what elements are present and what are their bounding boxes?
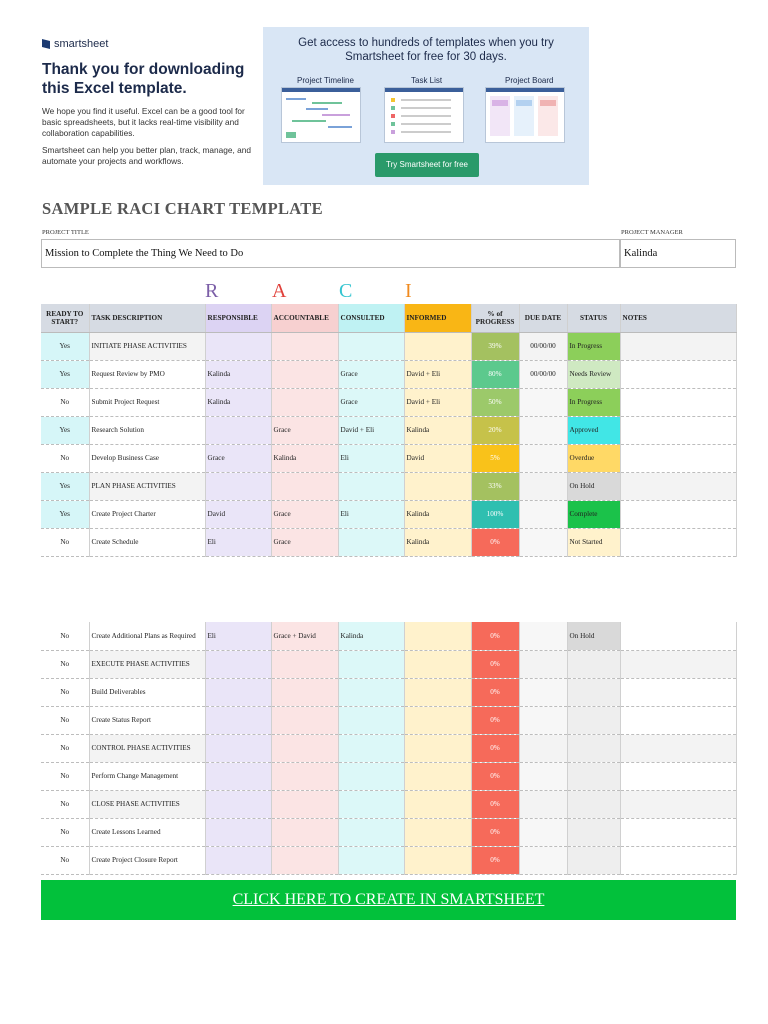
project-board-thumbnail — [485, 87, 565, 143]
cell-due-date[interactable] — [519, 472, 567, 500]
raci-letter-i: I — [405, 280, 412, 302]
cell-progress[interactable]: 0% — [471, 846, 519, 874]
cell-accountable[interactable] — [271, 818, 338, 846]
thumb-label-project-timeline: Project Timeline — [297, 76, 354, 85]
cell-progress[interactable]: 50% — [471, 388, 519, 416]
cell-task[interactable]: Create Status Report — [89, 706, 205, 734]
cell-ready[interactable]: No — [41, 444, 89, 472]
cell-task[interactable]: PLAN PHASE ACTIVITIES — [89, 472, 205, 500]
table-row — [41, 622, 736, 650]
cell-consulted[interactable] — [338, 706, 404, 734]
table-row — [41, 360, 736, 388]
cell-progress[interactable]: 0% — [471, 650, 519, 678]
table-row — [41, 388, 736, 416]
col-header-responsible: RESPONSIBLE — [205, 304, 271, 332]
cell-consulted[interactable]: Eli — [338, 500, 404, 528]
cell-responsible[interactable]: Eli — [205, 528, 271, 556]
cell-responsible[interactable]: Grace — [205, 444, 271, 472]
try-smartsheet-button[interactable]: Try Smartsheet for free — [375, 153, 479, 177]
cell-informed[interactable] — [404, 762, 471, 790]
project-manager-label: PROJECT MANAGER — [621, 229, 683, 236]
cell-notes[interactable] — [620, 678, 736, 706]
cell-consulted[interactable] — [338, 650, 404, 678]
project-title-label: PROJECT TITLE — [42, 229, 89, 236]
cell-consulted[interactable] — [338, 734, 404, 762]
intro-paragraph-2: Smartsheet can help you better plan, track, manage, and automate your projects and workflows. — [42, 145, 251, 166]
cell-informed[interactable] — [404, 818, 471, 846]
cell-progress[interactable]: 0% — [471, 790, 519, 818]
thumb-label-task-list: Task List — [411, 76, 443, 85]
intro-paragraph-1: We hope you find it useful. Excel can be a good tool for basic spreadsheets, but it lacks real-time visibility and collaboration capabilities. — [42, 106, 245, 138]
thank-you-line-1: Thank you for downloading — [42, 61, 245, 78]
cell-notes[interactable] — [620, 360, 736, 388]
raci-letter-r: R — [205, 280, 219, 302]
cell-task[interactable]: Create Project Charter — [89, 500, 205, 528]
cell-consulted[interactable] — [338, 332, 404, 360]
cell-notes[interactable] — [620, 734, 736, 762]
cell-accountable[interactable] — [271, 762, 338, 790]
cell-notes[interactable] — [620, 706, 736, 734]
cell-status[interactable] — [567, 734, 620, 762]
cell-progress[interactable]: 0% — [471, 528, 519, 556]
thank-you-line-2: this Excel template. — [42, 80, 187, 97]
cell-progress[interactable]: 0% — [471, 734, 519, 762]
cell-due-date[interactable] — [519, 762, 567, 790]
cell-informed[interactable] — [404, 622, 471, 650]
cell-accountable[interactable] — [271, 706, 338, 734]
table-row — [41, 706, 736, 734]
cell-notes[interactable] — [620, 818, 736, 846]
cell-notes[interactable] — [620, 650, 736, 678]
cell-progress[interactable]: 20% — [471, 416, 519, 444]
table-row — [41, 444, 736, 472]
brand-name: smartsheet — [54, 38, 109, 50]
cell-due-date[interactable]: 00/00/00 — [519, 360, 567, 388]
cell-task[interactable]: Submit Project Request — [89, 388, 205, 416]
project-title-field[interactable]: Mission to Complete the Thing We Need to Do — [41, 239, 620, 268]
cell-status[interactable]: On Hold — [567, 472, 620, 500]
cell-status[interactable]: In Progress — [567, 388, 620, 416]
cell-status[interactable]: In Progress — [567, 332, 620, 360]
cell-informed[interactable] — [404, 790, 471, 818]
cell-status[interactable]: Not Started — [567, 528, 620, 556]
promo-title-line-2: Smartsheet for free for 30 days. — [345, 51, 507, 63]
cell-informed[interactable] — [404, 706, 471, 734]
cell-task[interactable]: Create Schedule — [89, 528, 205, 556]
cell-accountable[interactable]: Grace — [271, 500, 338, 528]
cell-consulted[interactable] — [338, 678, 404, 706]
table-row — [41, 500, 736, 528]
cell-progress[interactable]: 0% — [471, 762, 519, 790]
col-header-status: STATUS — [567, 304, 620, 332]
cell-responsible[interactable]: David — [205, 500, 271, 528]
col-header-due: DUE DATE — [519, 304, 567, 332]
table-row — [41, 472, 736, 500]
cell-informed[interactable] — [404, 472, 471, 500]
thank-you-heading — [42, 60, 257, 98]
cell-due-date[interactable] — [519, 818, 567, 846]
col-header-informed: INFORMED — [404, 304, 471, 332]
cell-consulted[interactable]: Kalinda — [338, 622, 404, 650]
cell-responsible[interactable] — [205, 650, 271, 678]
cell-ready[interactable]: No — [41, 734, 89, 762]
table-row — [41, 678, 736, 706]
cell-status[interactable] — [567, 846, 620, 874]
cell-notes[interactable] — [620, 622, 736, 650]
cell-notes[interactable] — [620, 444, 736, 472]
create-in-smartsheet-link[interactable]: CLICK HERE TO CREATE IN SMARTSHEET — [41, 880, 736, 920]
cell-progress[interactable]: 5% — [471, 444, 519, 472]
cell-responsible[interactable] — [205, 416, 271, 444]
cell-accountable[interactable] — [271, 790, 338, 818]
cell-informed[interactable]: Kalinda — [404, 500, 471, 528]
cell-notes[interactable] — [620, 500, 736, 528]
cell-notes[interactable] — [620, 416, 736, 444]
cell-responsible[interactable] — [205, 790, 271, 818]
cell-responsible[interactable]: Kalinda — [205, 360, 271, 388]
cell-ready[interactable]: No — [41, 622, 89, 650]
col-header-task: TASK DESCRIPTION — [89, 304, 205, 332]
cell-due-date[interactable] — [519, 622, 567, 650]
cell-status[interactable]: Approved — [567, 416, 620, 444]
cell-responsible[interactable] — [205, 332, 271, 360]
cell-status[interactable]: Overdue — [567, 444, 620, 472]
cell-notes[interactable] — [620, 762, 736, 790]
cell-due-date[interactable] — [519, 734, 567, 762]
cell-notes[interactable] — [620, 846, 736, 874]
cell-accountable[interactable] — [271, 360, 338, 388]
cell-consulted[interactable] — [338, 790, 404, 818]
cell-responsible[interactable] — [205, 706, 271, 734]
cell-responsible[interactable] — [205, 678, 271, 706]
cell-consulted[interactable] — [338, 846, 404, 874]
cell-accountable[interactable]: Kalinda — [271, 444, 338, 472]
cell-task[interactable]: EXECUTE PHASE ACTIVITIES — [89, 650, 205, 678]
promo-banner-left — [42, 38, 257, 167]
task-list-thumbnail — [384, 87, 464, 143]
cell-responsible[interactable]: Kalinda — [205, 388, 271, 416]
cell-due-date[interactable] — [519, 388, 567, 416]
page-title: SAMPLE RACI CHART TEMPLATE — [42, 199, 323, 218]
table-row — [41, 650, 736, 678]
cell-accountable[interactable] — [271, 734, 338, 762]
cell-accountable[interactable] — [271, 472, 338, 500]
cell-task[interactable]: Research Solution — [89, 416, 205, 444]
cell-due-date[interactable] — [519, 678, 567, 706]
cell-accountable[interactable]: Grace — [271, 528, 338, 556]
cell-consulted[interactable] — [338, 472, 404, 500]
table-row — [41, 762, 736, 790]
cell-accountable[interactable] — [271, 678, 338, 706]
cell-ready[interactable]: Yes — [41, 472, 89, 500]
cell-notes[interactable] — [620, 472, 736, 500]
cell-informed[interactable]: David + Eli — [404, 360, 471, 388]
cell-due-date[interactable]: 00/00/00 — [519, 332, 567, 360]
cell-responsible[interactable] — [205, 734, 271, 762]
cell-accountable[interactable] — [271, 846, 338, 874]
cell-task[interactable]: Request Review by PMO — [89, 360, 205, 388]
thumb-label-project-board: Project Board — [505, 76, 554, 85]
table-row — [41, 846, 736, 874]
cell-progress[interactable]: 80% — [471, 360, 519, 388]
cell-accountable[interactable]: Grace + David — [271, 622, 338, 650]
project-timeline-thumbnail — [281, 87, 361, 143]
cell-due-date[interactable] — [519, 528, 567, 556]
table-row — [41, 790, 736, 818]
cell-ready[interactable]: Yes — [41, 500, 89, 528]
cell-responsible[interactable] — [205, 818, 271, 846]
cell-responsible[interactable]: Eli — [205, 622, 271, 650]
promo-banner-right[interactable] — [263, 27, 589, 185]
cell-status[interactable] — [567, 706, 620, 734]
cell-status[interactable] — [567, 762, 620, 790]
cell-task[interactable]: Develop Business Case — [89, 444, 205, 472]
cell-status[interactable] — [567, 678, 620, 706]
cell-progress[interactable]: 100% — [471, 500, 519, 528]
cell-ready[interactable]: No — [41, 790, 89, 818]
raci-letter-c: C — [339, 280, 353, 302]
cell-progress[interactable]: 0% — [471, 678, 519, 706]
cell-informed[interactable] — [404, 846, 471, 874]
cell-ready[interactable]: No — [41, 818, 89, 846]
cell-consulted[interactable] — [338, 818, 404, 846]
cell-task[interactable]: Create Lessons Learned — [89, 818, 205, 846]
cell-ready[interactable]: Yes — [41, 360, 89, 388]
cell-ready[interactable]: No — [41, 650, 89, 678]
cell-informed[interactable] — [404, 734, 471, 762]
cell-task[interactable]: Perform Change Management — [89, 762, 205, 790]
cell-informed[interactable]: Kalinda — [404, 416, 471, 444]
table-row — [41, 818, 736, 846]
col-header-accountable: ACCOUNTABLE — [271, 304, 338, 332]
cell-status[interactable]: On Hold — [567, 622, 620, 650]
cell-ready[interactable]: No — [41, 528, 89, 556]
cell-notes[interactable] — [620, 332, 736, 360]
col-header-notes: NOTES — [620, 304, 736, 332]
cell-due-date[interactable] — [519, 500, 567, 528]
cell-task[interactable]: INITIATE PHASE ACTIVITIES — [89, 332, 205, 360]
cell-ready[interactable]: No — [41, 762, 89, 790]
cell-consulted[interactable] — [338, 528, 404, 556]
cell-informed[interactable] — [404, 332, 471, 360]
smartsheet-logo-icon — [42, 39, 50, 49]
table-row — [41, 734, 736, 762]
cell-progress[interactable]: 39% — [471, 332, 519, 360]
cell-consulted[interactable]: David + Eli — [338, 416, 404, 444]
cell-task[interactable]: Create Project Closure Report — [89, 846, 205, 874]
cell-status[interactable]: Needs Review — [567, 360, 620, 388]
cell-notes[interactable] — [620, 388, 736, 416]
cell-due-date[interactable] — [519, 706, 567, 734]
cell-progress[interactable]: 0% — [471, 818, 519, 846]
cell-responsible[interactable] — [205, 762, 271, 790]
cell-accountable[interactable] — [271, 388, 338, 416]
cell-due-date[interactable] — [519, 790, 567, 818]
cell-task[interactable]: CLOSE PHASE ACTIVITIES — [89, 790, 205, 818]
col-header-ready: READY TO START? — [41, 304, 89, 332]
project-manager-field[interactable]: Kalinda — [620, 239, 736, 268]
cell-status[interactable]: Complete — [567, 500, 620, 528]
raci-letter-a: A — [272, 280, 287, 302]
cell-ready[interactable]: Yes — [41, 332, 89, 360]
cell-responsible[interactable] — [205, 846, 271, 874]
cell-ready[interactable]: No — [41, 846, 89, 874]
cell-task[interactable]: Create Additional Plans as Required — [89, 622, 205, 650]
cell-due-date[interactable] — [519, 650, 567, 678]
cell-consulted[interactable]: Eli — [338, 444, 404, 472]
cell-accountable[interactable]: Grace — [271, 416, 338, 444]
cell-informed[interactable]: David — [404, 444, 471, 472]
cell-task[interactable]: Build Deliverables — [89, 678, 205, 706]
table-row — [41, 332, 736, 360]
cell-status[interactable] — [567, 818, 620, 846]
smartsheet-logo[interactable] — [42, 38, 257, 50]
cell-due-date[interactable] — [519, 846, 567, 874]
cell-informed[interactable] — [404, 678, 471, 706]
cell-informed[interactable] — [404, 650, 471, 678]
cell-accountable[interactable] — [271, 332, 338, 360]
cell-consulted[interactable]: Grace — [338, 360, 404, 388]
cell-consulted[interactable] — [338, 762, 404, 790]
cell-notes[interactable] — [620, 528, 736, 556]
cell-notes[interactable] — [620, 790, 736, 818]
cell-ready[interactable]: Yes — [41, 416, 89, 444]
cell-informed[interactable]: Kalinda — [404, 528, 471, 556]
cell-ready[interactable]: No — [41, 678, 89, 706]
col-header-consulted: CONSULTED — [338, 304, 404, 332]
raci-table-top — [41, 304, 737, 557]
cell-ready[interactable]: No — [41, 706, 89, 734]
cell-informed[interactable]: David + Eli — [404, 388, 471, 416]
cell-progress[interactable]: 0% — [471, 622, 519, 650]
cell-status[interactable] — [567, 650, 620, 678]
promo-title — [263, 36, 589, 64]
cell-responsible[interactable] — [205, 472, 271, 500]
table-row — [41, 528, 736, 556]
cell-accountable[interactable] — [271, 650, 338, 678]
col-header-progress: % of PROGRESS — [471, 304, 519, 332]
cell-due-date[interactable] — [519, 416, 567, 444]
cell-progress[interactable]: 33% — [471, 472, 519, 500]
raci-table-bottom — [41, 622, 737, 875]
cell-task[interactable]: CONTROL PHASE ACTIVITIES — [89, 734, 205, 762]
table-header-row — [41, 304, 736, 332]
cell-ready[interactable]: No — [41, 388, 89, 416]
cell-due-date[interactable] — [519, 444, 567, 472]
cell-progress[interactable]: 0% — [471, 706, 519, 734]
cell-status[interactable] — [567, 790, 620, 818]
promo-title-line-1: Get access to hundreds of templates when you try — [298, 37, 554, 49]
table-row — [41, 416, 736, 444]
cell-consulted[interactable]: Grace — [338, 388, 404, 416]
